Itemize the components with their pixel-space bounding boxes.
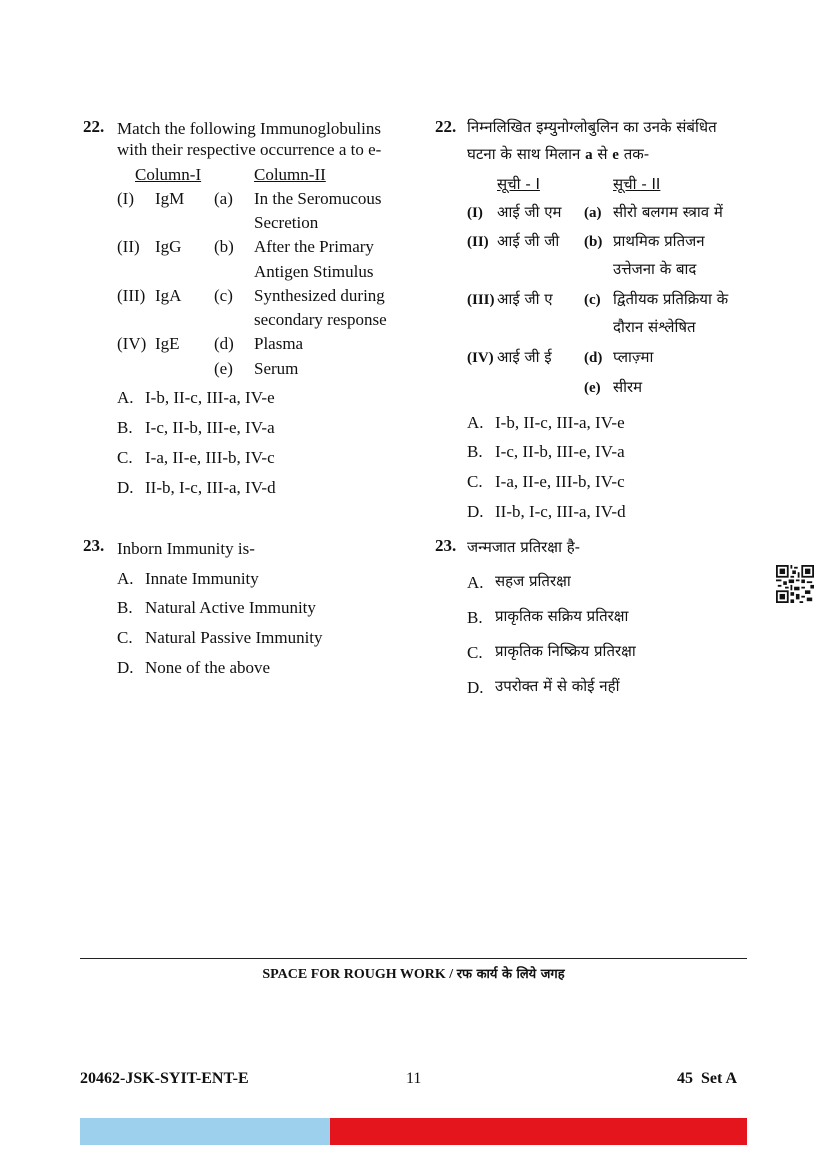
- q22-hi-roman: (I): [467, 205, 483, 221]
- q22-hi-match: प्राथमिक प्रतिजन: [613, 232, 705, 250]
- q22-hi-number: 22.: [435, 117, 457, 136]
- q22-en-item: IgA: [155, 286, 182, 305]
- option-text: सहज प्रतिरक्षा: [495, 572, 571, 590]
- q23-en-number: 23.: [83, 536, 105, 555]
- option-text: Natural Active Immunity: [145, 598, 316, 617]
- q22-hi-letter: (b): [584, 234, 603, 250]
- option-text: None of the above: [145, 658, 271, 677]
- q22-en-number: 22.: [83, 117, 105, 136]
- q22-en-match: Serum: [254, 359, 299, 378]
- q22-en-match: Secretion: [254, 213, 319, 232]
- q22-hi-letter: (c): [584, 292, 601, 308]
- q22-hi-item: आई जी जी: [497, 232, 560, 250]
- q22-en-roman: (II): [117, 237, 140, 256]
- q22-hi-letter: (d): [584, 350, 603, 366]
- q22-en-letter: (c): [214, 286, 233, 305]
- q22-en-match: After the Primary: [254, 237, 374, 256]
- q23-en-stem: Inborn Immunity is-: [117, 539, 255, 558]
- option-text: प्राकृतिक निष्क्रिय प्रतिरक्षा: [495, 642, 636, 660]
- footer-set: 45 Set A: [677, 1070, 737, 1087]
- q22-hi-col1-header: सूची - I: [497, 175, 540, 193]
- q22-en-stem-line1: Match the following Immunoglobulins: [117, 119, 381, 138]
- option-text: I-b, II-c, III-a, IV-e: [145, 388, 275, 407]
- q22-en-stem-line2: with their respective occurrence a to e-: [117, 140, 382, 159]
- q22-hi-stem-line2: घटना के साथ मिलान a से e तक-: [467, 145, 650, 163]
- option-text: II-b, I-c, III-a, IV-d: [145, 478, 276, 497]
- q22-en-roman: (IV): [117, 334, 147, 353]
- option-label: A.: [117, 388, 134, 407]
- q23-hi-number: 23.: [435, 536, 457, 555]
- footer-bar-left: [80, 1118, 330, 1145]
- q22-en-roman: (I): [117, 189, 134, 208]
- footer-page-number: 11: [406, 1070, 422, 1087]
- option-label: A.: [467, 573, 484, 592]
- option-label: B.: [467, 608, 483, 627]
- q22-en-roman: (III): [117, 286, 146, 305]
- q22-hi-match: द्वितीयक प्रतिक्रिया के: [613, 290, 729, 308]
- q22-hi-col2-header: सूची - II: [613, 175, 661, 193]
- q22-en-match: Synthesized during: [254, 286, 385, 305]
- option-label: D.: [117, 658, 134, 677]
- q22-hi-match: सीरो बलगम स्त्राव में: [613, 203, 723, 221]
- option-text: Innate Immunity: [145, 569, 259, 588]
- q22-hi-roman: (III): [467, 292, 495, 308]
- q22-en-match: Antigen Stimulus: [254, 262, 374, 281]
- q22-hi-letter: (e): [584, 380, 601, 396]
- footer-paper-code: 20462-JSK-SYIT-ENT-E: [80, 1070, 249, 1087]
- option-text: I-c, II-b, III-e, IV-a: [495, 442, 625, 461]
- option-label: D.: [467, 678, 484, 697]
- option-label: B.: [117, 598, 133, 617]
- option-label: C.: [467, 472, 483, 491]
- option-label: C.: [467, 643, 483, 662]
- option-text: I-b, II-c, III-a, IV-e: [495, 413, 625, 432]
- q22-hi-roman: (IV): [467, 350, 494, 366]
- q22-en-match: secondary response: [254, 310, 387, 329]
- option-label: C.: [117, 448, 133, 467]
- option-label: D.: [117, 478, 134, 497]
- option-label: B.: [117, 418, 133, 437]
- q22-hi-stem-line1: निम्नलिखित इम्युनोग्लोबुलिन का उनके संबंधित: [467, 118, 717, 136]
- option-text: II-b, I-c, III-a, IV-d: [495, 502, 626, 521]
- option-label: A.: [467, 413, 484, 432]
- q22-en-letter: (b): [214, 237, 234, 256]
- q22-hi-roman: (II): [467, 234, 489, 250]
- option-text: I-c, II-b, III-e, IV-a: [145, 418, 275, 437]
- option-label: B.: [467, 442, 483, 461]
- q22-hi-item: आई जी एम: [497, 203, 562, 221]
- q22-hi-match: दौरान संश्लेषित: [613, 318, 696, 336]
- q22-en-col1-header: Column-I: [135, 165, 202, 184]
- qr-code-icon: [776, 565, 814, 603]
- option-text: I-a, II-e, III-b, IV-c: [145, 448, 275, 467]
- option-label: C.: [117, 628, 133, 647]
- q22-en-item: IgM: [155, 189, 185, 208]
- option-text: I-a, II-e, III-b, IV-c: [495, 472, 625, 491]
- rough-work-divider: [80, 958, 747, 959]
- q22-en-letter: (e): [214, 359, 233, 378]
- q22-en-col2-header: Column-II: [254, 165, 326, 184]
- option-text: Natural Passive Immunity: [145, 628, 323, 647]
- q22-hi-match: प्लाज़्मा: [613, 348, 654, 366]
- option-text: उपरोक्त में से कोई नहीं: [495, 677, 620, 695]
- q22-en-match: Plasma: [254, 334, 304, 353]
- option-label: A.: [117, 569, 134, 588]
- q22-hi-item: आई जी ए: [497, 290, 553, 308]
- q22-en-letter: (a): [214, 189, 233, 208]
- footer-bar-right: [330, 1118, 747, 1145]
- q22-en-item: IgG: [155, 237, 182, 256]
- rough-work-label: SPACE FOR ROUGH WORK / रफ कार्य के लिये जगह: [262, 967, 565, 982]
- option-label: D.: [467, 502, 484, 521]
- q22-en-item: IgE: [155, 334, 180, 353]
- q22-hi-item: आई जी ई: [497, 348, 552, 366]
- q22-en-letter: (d): [214, 334, 234, 353]
- q22-hi-match: सीरम: [613, 378, 643, 396]
- q22-hi-letter: (a): [584, 205, 602, 221]
- q23-hi-stem: जन्मजात प्रतिरक्षा है-: [467, 538, 581, 556]
- option-text: प्राकृतिक सक्रिय प्रतिरक्षा: [495, 607, 629, 625]
- q22-en-match: In the Seromucous: [254, 189, 382, 208]
- q22-hi-match: उत्तेजना के बाद: [613, 260, 697, 278]
